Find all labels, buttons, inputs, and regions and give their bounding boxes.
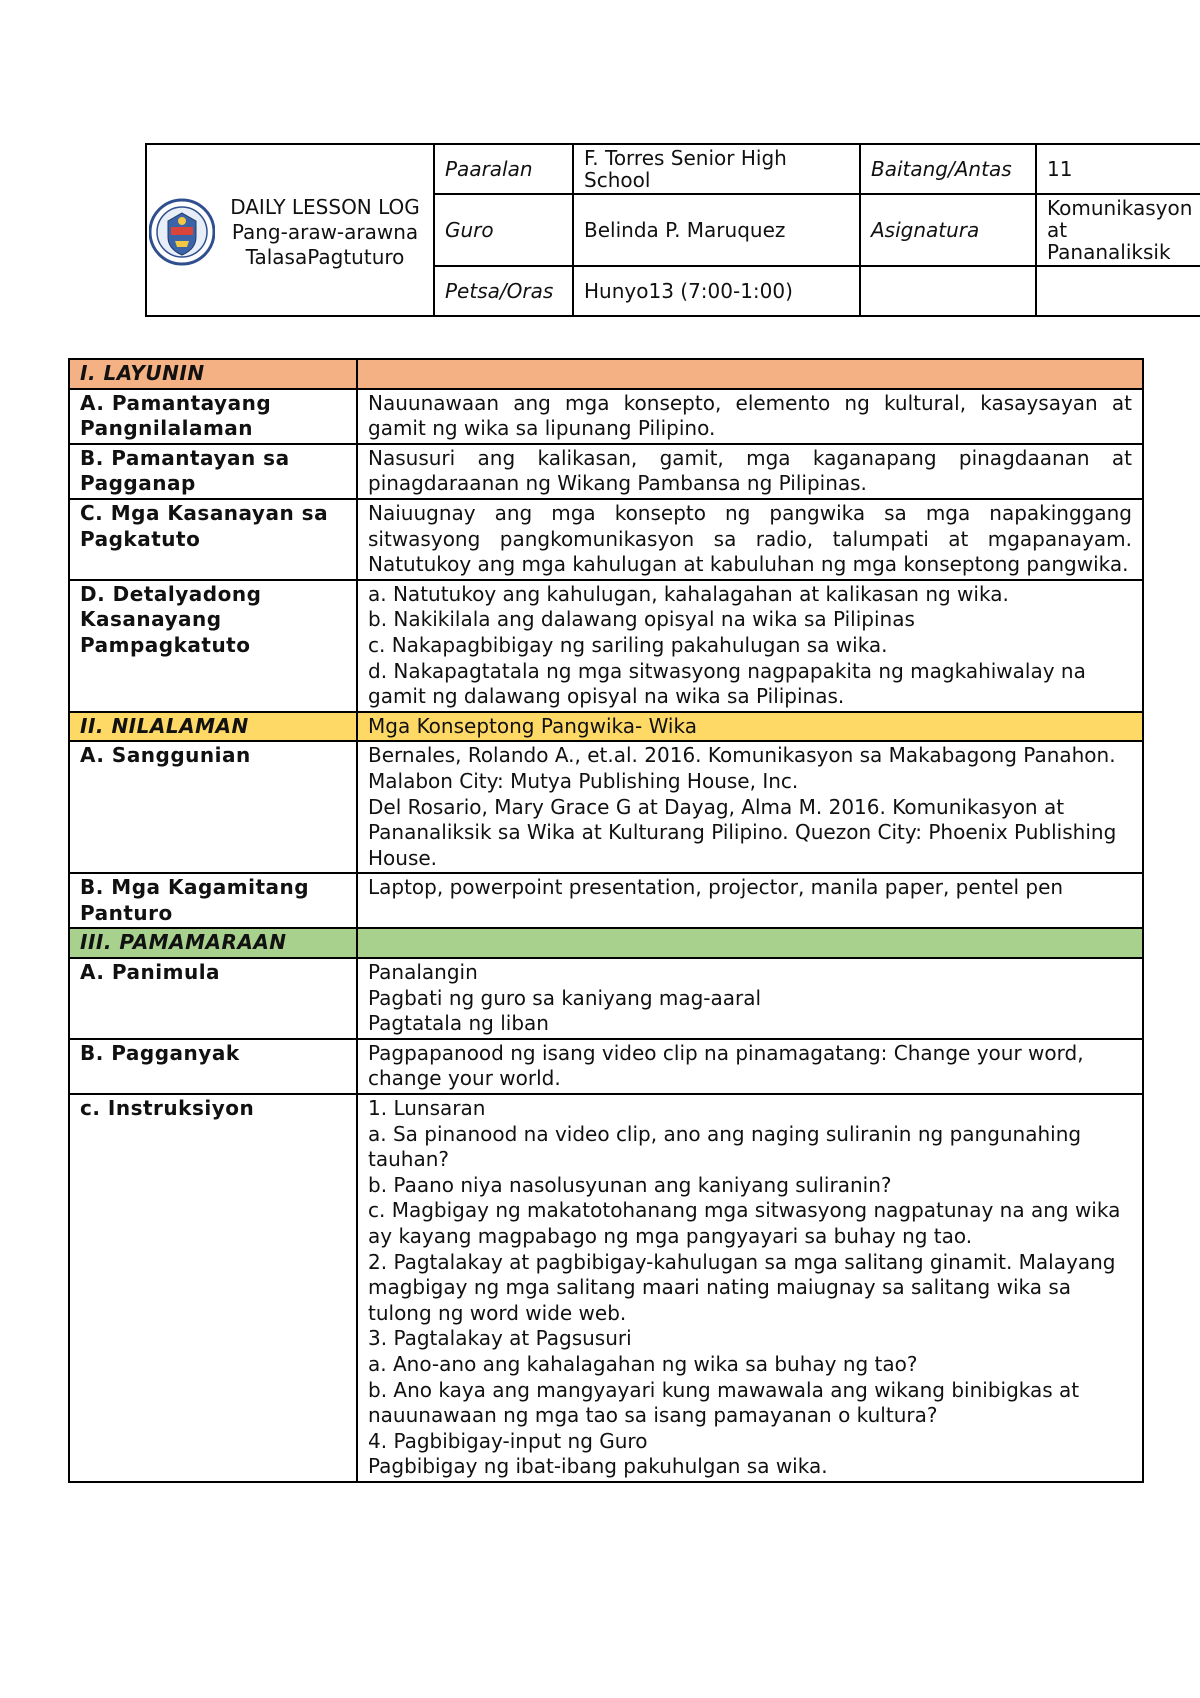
content-line: 2. Pagtalakay at pagbibigay-kahulugan sa mga salitang ginamit. Malayang magbigay ng mga salitang maari nating maiugnay sa salitang wika sa tulong ng word wide web.	[368, 1249, 1116, 1325]
section-title: I. LAYUNIN	[69, 359, 357, 389]
section-title: II. NILALAMAN	[69, 712, 357, 742]
section-title: III. PAMAMARAAN	[69, 928, 357, 958]
logo-title-cell	[146, 144, 434, 316]
row-label: A. Pamantayang Pangnilalaman	[69, 389, 357, 444]
content-line: Bernales, Rolando A., et.al. 2016. Komunikasyon sa Makabagong Panahon. Malabon City: Mutya Publishing House, Inc.	[368, 743, 1116, 793]
row-label: A. Panimula	[69, 958, 357, 1039]
content-line: c. Magbigay ng makatotohanang mga sitwasyong nagpatunay na ang wika ay kayang magpabago ng mga pangyayari sa buhay ng tao.	[368, 1198, 1121, 1248]
row-label-line: Pagkatuto	[80, 526, 201, 551]
table-row	[69, 1039, 1143, 1094]
content-line: b. Nakikilala ang dalawang opisyal na wika sa Pilipinas	[368, 607, 915, 632]
asignatura-value: Komunikasyon at Pananaliksik	[1036, 194, 1200, 266]
content-line: a. Sa pinanood na video clip, ano ang naging suliranin ng pangunahing tauhan?	[368, 1121, 1082, 1172]
guro-value: Belinda P. Maruquez	[573, 194, 860, 266]
row-content	[357, 580, 1143, 712]
row-label-line: Kasanayang	[80, 607, 222, 632]
section-title-value: Mga Konseptong Pangwika- Wika	[357, 712, 1143, 742]
table-row	[69, 444, 1143, 499]
dll-title	[217, 195, 433, 270]
content-line: b. Ano kaya ang mangyayari kung mawawala ang wikang binibigkas at nauunawaan ng mga tao sa isang pamayanan o kultura?	[368, 1377, 1080, 1428]
row-content: Pagpapanood ng isang video clip na pinamagatang: Change your word, change your world.	[357, 1039, 1143, 1094]
table-row	[69, 873, 1143, 928]
row-content: Laptop, powerpoint presentation, projector, manila paper, pentel pen	[357, 873, 1143, 928]
row-label	[69, 499, 357, 580]
row-label: B. Pagganyak	[69, 1039, 357, 1094]
empty-cell	[1036, 266, 1200, 316]
row-label: c. Instruksiyon	[69, 1094, 357, 1482]
petsa-label: Petsa/Oras	[434, 266, 573, 316]
row-label-line: D. Detalyadong	[80, 581, 262, 606]
content-line: Pagbati ng guro sa kaniyang mag-aaral	[368, 985, 762, 1010]
guro-label: Guro	[434, 194, 573, 266]
section-blank	[357, 359, 1143, 389]
dll-title-line: TalasaPagtuturo	[245, 245, 405, 269]
row-content: Nasusuri ang kalikasan, gamit, mga kaganapang pinagdaanan at pinagdaraanan ng Wikang Pambansa ng Pilipinas.	[357, 444, 1143, 499]
dll-title-line: DAILY LESSON LOG	[230, 195, 420, 219]
content-line: a. Natutukoy ang kahulugan, kahalagahan at kalikasan ng wika.	[368, 581, 1009, 606]
dll-title-line: Pang-araw-arawna	[231, 220, 419, 244]
lesson-table	[68, 358, 1144, 1483]
content-line: d. Nakapagtatala ng mga sitwasyong nagpapakita ng magkahiwalay na gamit ng dalawang opisyal na wika sa Pilipinas.	[368, 658, 1086, 709]
row-content: Naiuugnay ang mga konsepto ng pangwika sa mga napakinggang sitwasyong pangkomunikasyon sa radio, talumpati at mgapanayam. Natutukoy ang mga kahulugan at kabuluhan ng mga konseptong pangwika.	[357, 499, 1143, 580]
table-row	[69, 499, 1143, 580]
asignatura-label: Asignatura	[860, 194, 1036, 266]
table-row	[69, 389, 1143, 444]
section-header-layunin	[69, 359, 1143, 389]
baitang-value: 11	[1036, 144, 1200, 194]
section-header-nilalaman	[69, 712, 1143, 742]
row-label: A. Sanggunian	[69, 741, 357, 873]
header-table	[145, 143, 1200, 317]
row-content	[357, 741, 1143, 873]
row-label: B. Pamantayan sa Pagganap	[69, 444, 357, 499]
row-content: Nauunawaan ang mga konsepto, elemento ng kultural, kasaysayan at gamit ng wika sa lipunang Pilipino.	[357, 389, 1143, 444]
row-label-line: C. Mga Kasanayan sa	[80, 500, 329, 525]
content-line: b. Paano niya nasolusyunan ang kaniyang suliranin?	[368, 1172, 892, 1197]
section-header-pamamaraan	[69, 928, 1143, 958]
table-row	[69, 741, 1143, 873]
content-line: 4. Pagbibigay-input ng Guro	[368, 1428, 648, 1453]
deped-seal-icon	[149, 197, 215, 267]
baitang-label: Baitang/Antas	[860, 144, 1036, 194]
row-label: B. Mga Kagamitang Panturo	[69, 873, 357, 928]
content-line: c. Nakapagbibigay ng sariling pakahulugan sa wika.	[368, 632, 888, 657]
paaralan-value: F. Torres Senior High School	[573, 144, 860, 194]
section-blank	[357, 928, 1143, 958]
row-label-line: Pampagkatuto	[80, 632, 251, 657]
row-label	[69, 580, 357, 712]
content-line: a. Ano-ano ang kahalagahan ng wika sa buhay ng tao?	[368, 1351, 918, 1376]
content-line: Pagtatala ng liban	[368, 1011, 549, 1036]
paaralan-label: Paaralan	[434, 144, 573, 194]
content-line: Panalangin	[368, 960, 478, 985]
content-line: Del Rosario, Mary Grace G at Dayag, Alma M. 2016. Komunikasyon at Pananaliksik sa Wika at Kulturang Pilipino. Quezon City: Phoenix Publishing House.	[368, 794, 1117, 870]
table-row	[69, 1094, 1143, 1482]
content-line: Pagbibigay ng ibat-ibang pakuhulgan sa wika.	[368, 1454, 828, 1479]
table-row	[69, 958, 1143, 1039]
table-row	[69, 580, 1143, 712]
row-content	[357, 958, 1143, 1039]
content-line: 3. Pagtalakay at Pagsusuri	[368, 1326, 632, 1351]
empty-cell	[860, 266, 1036, 316]
row-content	[357, 1094, 1143, 1482]
content-line: 1. Lunsaran	[368, 1096, 486, 1121]
petsa-value: Hunyo13 (7:00-1:00)	[573, 266, 860, 316]
